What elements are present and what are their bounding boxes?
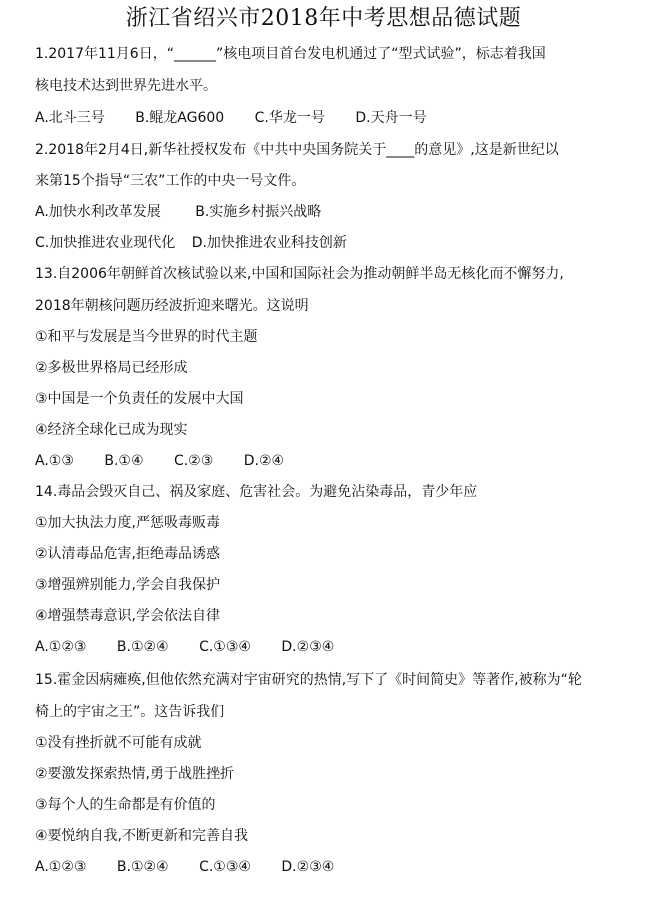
q15-option-c: C.①③④ [199,859,251,875]
q2-options-row2 [35,233,627,253]
q14-options [35,637,627,657]
q15-statement-4: ④要悦纳自我,不断更新和完善自我 [35,828,249,844]
q15-statement-1: ①没有挫折就不可能有成就 [35,735,202,751]
q13-option-d: D.②④ [243,453,285,469]
q15-stem-line2: 椅上的宇宙之王”。这告诉我们 [35,704,225,720]
q1-option-a: A.北斗三号 [35,110,105,126]
q15-statement-3: ③每个人的生命都是有价值的 [35,797,216,813]
q13-statement-1: ①和平与发展是当今世界的时代主题 [35,329,258,345]
q14-option-b: B.①②④ [116,639,169,655]
q2-stem-line1: 2.2018年2月4日,新华社授权发布《中共中央国务院关于____的意见》,这是新世纪以 [35,142,559,158]
q2-options-row1 [35,202,627,222]
q1-option-c: C.华龙一号 [254,110,325,126]
q2-option-b: B.实施乡村振兴战略 [195,204,322,220]
q1-option-d: D.天舟一号 [355,110,427,126]
q14-statement-1: ①加大执法力度,严惩吸毒贩毒 [35,515,221,531]
q13-option-c: C.②③ [173,453,214,469]
q14-statement-3: ③增强辨别能力,学会自我保护 [35,577,221,593]
q15-statement-2: ②要激发探索热情,勇于战胜挫折 [35,766,235,782]
q14-option-c: C.①③④ [199,639,251,655]
q15-option-a: A.①②③ [35,859,87,875]
q14-statement-4: ④增强禁毒意识,学会依法自律 [35,608,221,624]
q13-option-a: A.①③ [35,453,74,469]
q15-option-d: D.②③④ [281,859,335,875]
q2-option-a: A.加快水利改革发展 [35,204,161,220]
q14-option-a: A.①②③ [35,639,87,655]
q13-option-b: B.①④ [104,453,144,469]
q14-option-d: D.②③④ [281,639,335,655]
q13-stem-line1: 13.自2006年朝鲜首次核试验以来,中国和国际社会为推动朝鲜半岛无核化而不懈努力, [35,266,564,282]
q1-stem-line1: 1.2017年11月6日，“______”核电项目首台发电机通过了“型式试验”，标志着我国 [35,46,546,62]
q13-options [35,451,627,471]
q13-statement-2: ②多极世界格局已经形成 [35,360,188,376]
q15-option-b: B.①②④ [116,859,169,875]
q13-statement-4: ④经济全球化已成为现实 [35,422,188,438]
q13-statement-3: ③中国是一个负责任的发展中大国 [35,391,244,407]
q2-option-c: C.加快推进农业现代化 [35,235,176,251]
q2-stem-line2: 来第15个指导“三农”工作的中央一号文件。 [35,173,306,189]
q2-option-d: D.加快推进农业科技创新 [191,235,347,251]
page-title: 浙江省绍兴市2018年中考思想品德试题 [125,6,522,31]
q1-option-b: B.鲲龙AG600 [135,110,225,126]
q14-statement-2: ②认清毒品危害,拒绝毒品诱惑 [35,546,221,562]
q13-stem-line2: 2018年朝核问题历经波折迎来曙光。这说明 [35,298,309,314]
q1-options [35,108,627,128]
q1-stem-line2: 核电技术达到世界先进水平。 [35,78,217,94]
q15-options [35,857,627,877]
q15-stem-line1: 15.霍金因病瘫痪,但他依然充满对宇宙研究的热情,写下了《时间简史》等著作,被称为“轮 [35,672,582,688]
q14-stem-line1: 14.毒品会毁灭自己、祸及家庭、危害社会。为避免沾染毒品，青少年应 [35,484,478,500]
